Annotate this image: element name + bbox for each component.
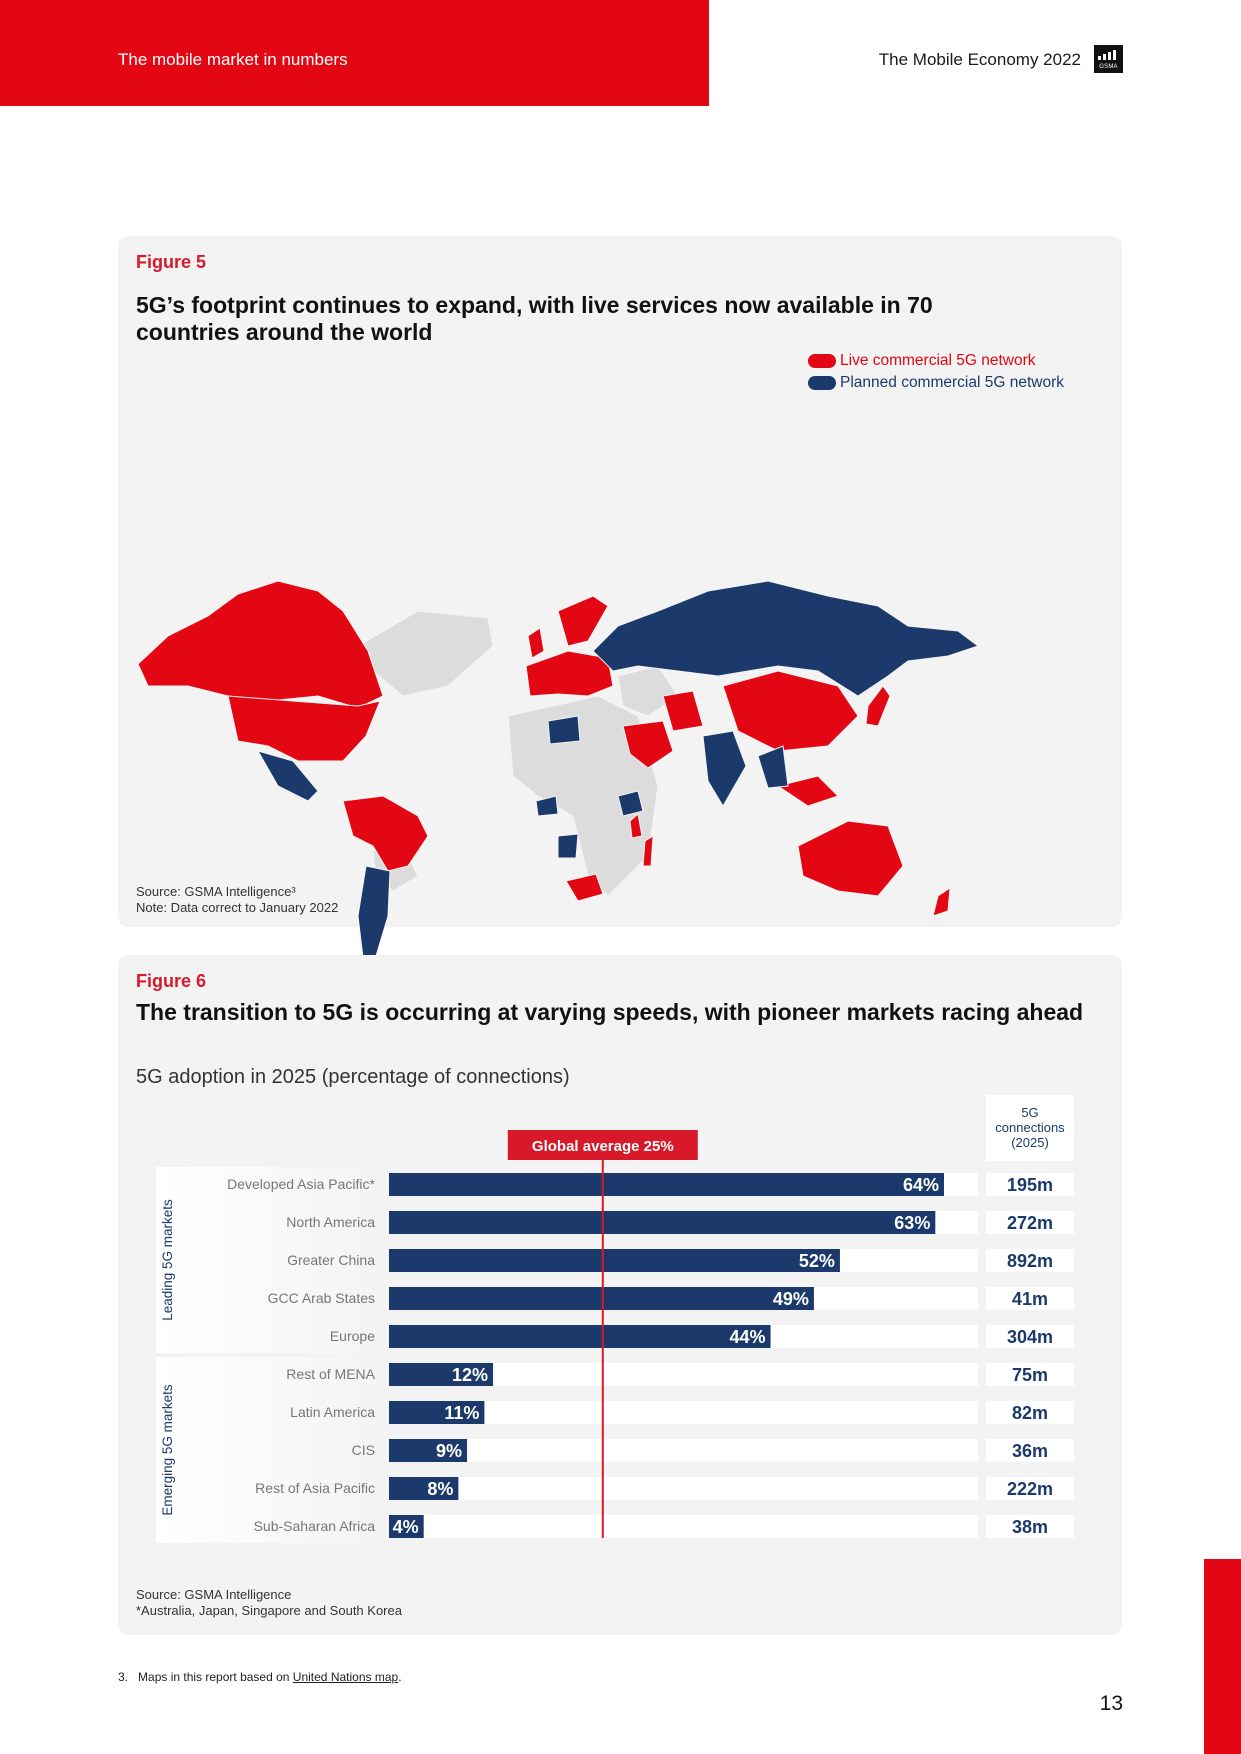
bar-value-label: 52% <box>798 1251 835 1271</box>
map-indochina <box>758 746 788 788</box>
side-band <box>1204 1559 1241 1754</box>
page-footnote <box>118 1670 402 1684</box>
map-australia <box>798 821 903 896</box>
connections-header-line: connections <box>995 1120 1065 1135</box>
bar-value-label: 9% <box>436 1441 463 1461</box>
category-label: Rest of MENA <box>286 1366 375 1382</box>
legend-planned-swatch <box>808 376 836 390</box>
map-canada <box>138 581 383 708</box>
figure6-subtitle: 5G adoption in 2025 (percentage of connections) <box>136 1066 570 1088</box>
footnote-text: Maps in this report based on <box>138 1670 293 1684</box>
figure5-note: Note: Data correct to January 2022 <box>136 900 339 915</box>
connections-value: 41m <box>1011 1289 1049 1309</box>
legend-live-swatch <box>808 354 836 368</box>
legend-live-label: Live commercial 5G network <box>840 352 1036 369</box>
section-title: The mobile market in numbers <box>118 50 348 69</box>
map-legend <box>808 350 1064 394</box>
connections-value: 195m <box>1006 1175 1054 1195</box>
figure5-label: Figure 5 <box>136 252 207 272</box>
connections-value: 38m <box>1011 1517 1049 1537</box>
figure5-panel <box>118 236 1122 927</box>
bar-value-label: 4% <box>392 1517 419 1537</box>
map-uk <box>528 628 544 658</box>
bar-track <box>389 1477 978 1500</box>
connections-value: 892m <box>1006 1251 1054 1271</box>
map-india <box>703 731 746 806</box>
logo-text: GSMA <box>1099 64 1118 70</box>
map-iran <box>663 691 703 731</box>
bar-value-label: 49% <box>772 1289 809 1309</box>
footnote-link[interactable]: United Nations map <box>292 1670 399 1684</box>
group-label-0: Leading 5G markets <box>160 1199 175 1321</box>
category-label: Greater China <box>287 1252 375 1268</box>
map-ethiopia <box>618 791 643 816</box>
category-label: Rest of Asia Pacific <box>255 1480 375 1496</box>
figure6-panel <box>118 955 1122 1635</box>
connections-value: 222m <box>1006 1479 1054 1499</box>
category-label: Europe <box>329 1328 375 1344</box>
bar-value-label: 8% <box>427 1479 454 1499</box>
bar-track <box>389 1439 978 1462</box>
map-argentina-chile <box>358 866 390 966</box>
legend-planned-label: Planned commercial 5G network <box>840 374 1064 391</box>
signal-bars-icon <box>1098 50 1116 60</box>
map-angola <box>558 834 578 858</box>
category-label: Latin America <box>290 1404 375 1420</box>
connections-value: 36m <box>1011 1441 1049 1461</box>
footnote-end: . <box>398 1670 402 1684</box>
bar <box>389 1325 771 1348</box>
footnote-number: 3. <box>118 1670 129 1684</box>
category-label: CIS <box>351 1442 375 1458</box>
legend-planned <box>808 372 1064 394</box>
bar <box>389 1287 814 1310</box>
map-nigeria <box>536 796 558 816</box>
bar-value-label: 12% <box>452 1365 489 1385</box>
connections-header-line: (2025) <box>1011 1135 1049 1150</box>
figure6-label: Figure 6 <box>136 971 207 991</box>
bar-value-label: 64% <box>902 1175 939 1195</box>
bar-track <box>389 1515 978 1538</box>
bar-value-label: 63% <box>894 1213 931 1233</box>
map-new-zealand <box>933 888 950 916</box>
report-title: The Mobile Economy 2022 <box>878 50 1081 69</box>
connections-value: 82m <box>1011 1403 1049 1423</box>
map-brazil-peru <box>343 796 428 871</box>
map-nordics <box>558 596 608 646</box>
figure5-source: Source: GSMA Intelligence³ <box>136 884 296 899</box>
map-japan-korea <box>866 686 890 726</box>
adoption-bar-chart <box>118 955 1122 1555</box>
legend-live <box>808 350 1064 372</box>
map-libya <box>548 716 580 744</box>
global-average-label: Global average 25% <box>531 1138 674 1155</box>
figure6-source: Source: GSMA Intelligence <box>136 1587 292 1602</box>
connections-value: 304m <box>1006 1327 1054 1347</box>
map-usa <box>228 696 380 761</box>
map-south-africa <box>566 874 603 901</box>
figure5-title: 5G’s footprint continues to expand, with live services now available in 70 countries around the world <box>136 292 933 345</box>
header-band <box>0 0 709 106</box>
category-label: Developed Asia Pacific* <box>227 1176 375 1192</box>
category-label: North America <box>286 1214 375 1230</box>
bar-value-label: 44% <box>729 1327 766 1347</box>
page-number: 13 <box>1099 1692 1123 1715</box>
category-label: GCC Arab States <box>267 1290 375 1306</box>
group-label-1: Emerging 5G markets <box>160 1384 175 1516</box>
bar-value-label: 11% <box>444 1403 480 1423</box>
figure6-title: The transition to 5G is occurring at varying speeds, with pioneer markets racing ahead <box>136 999 1084 1025</box>
bar <box>389 1249 840 1272</box>
connections-value: 272m <box>1006 1213 1054 1233</box>
bar <box>389 1173 944 1196</box>
connections-header-line: 5G <box>1021 1105 1039 1120</box>
bar <box>389 1211 935 1234</box>
gsma-logo <box>1094 45 1123 73</box>
connections-value: 75m <box>1011 1365 1049 1385</box>
figure6-footnote: *Australia, Japan, Singapore and South Korea <box>136 1603 402 1618</box>
category-label: Sub-Saharan Africa <box>253 1518 375 1534</box>
